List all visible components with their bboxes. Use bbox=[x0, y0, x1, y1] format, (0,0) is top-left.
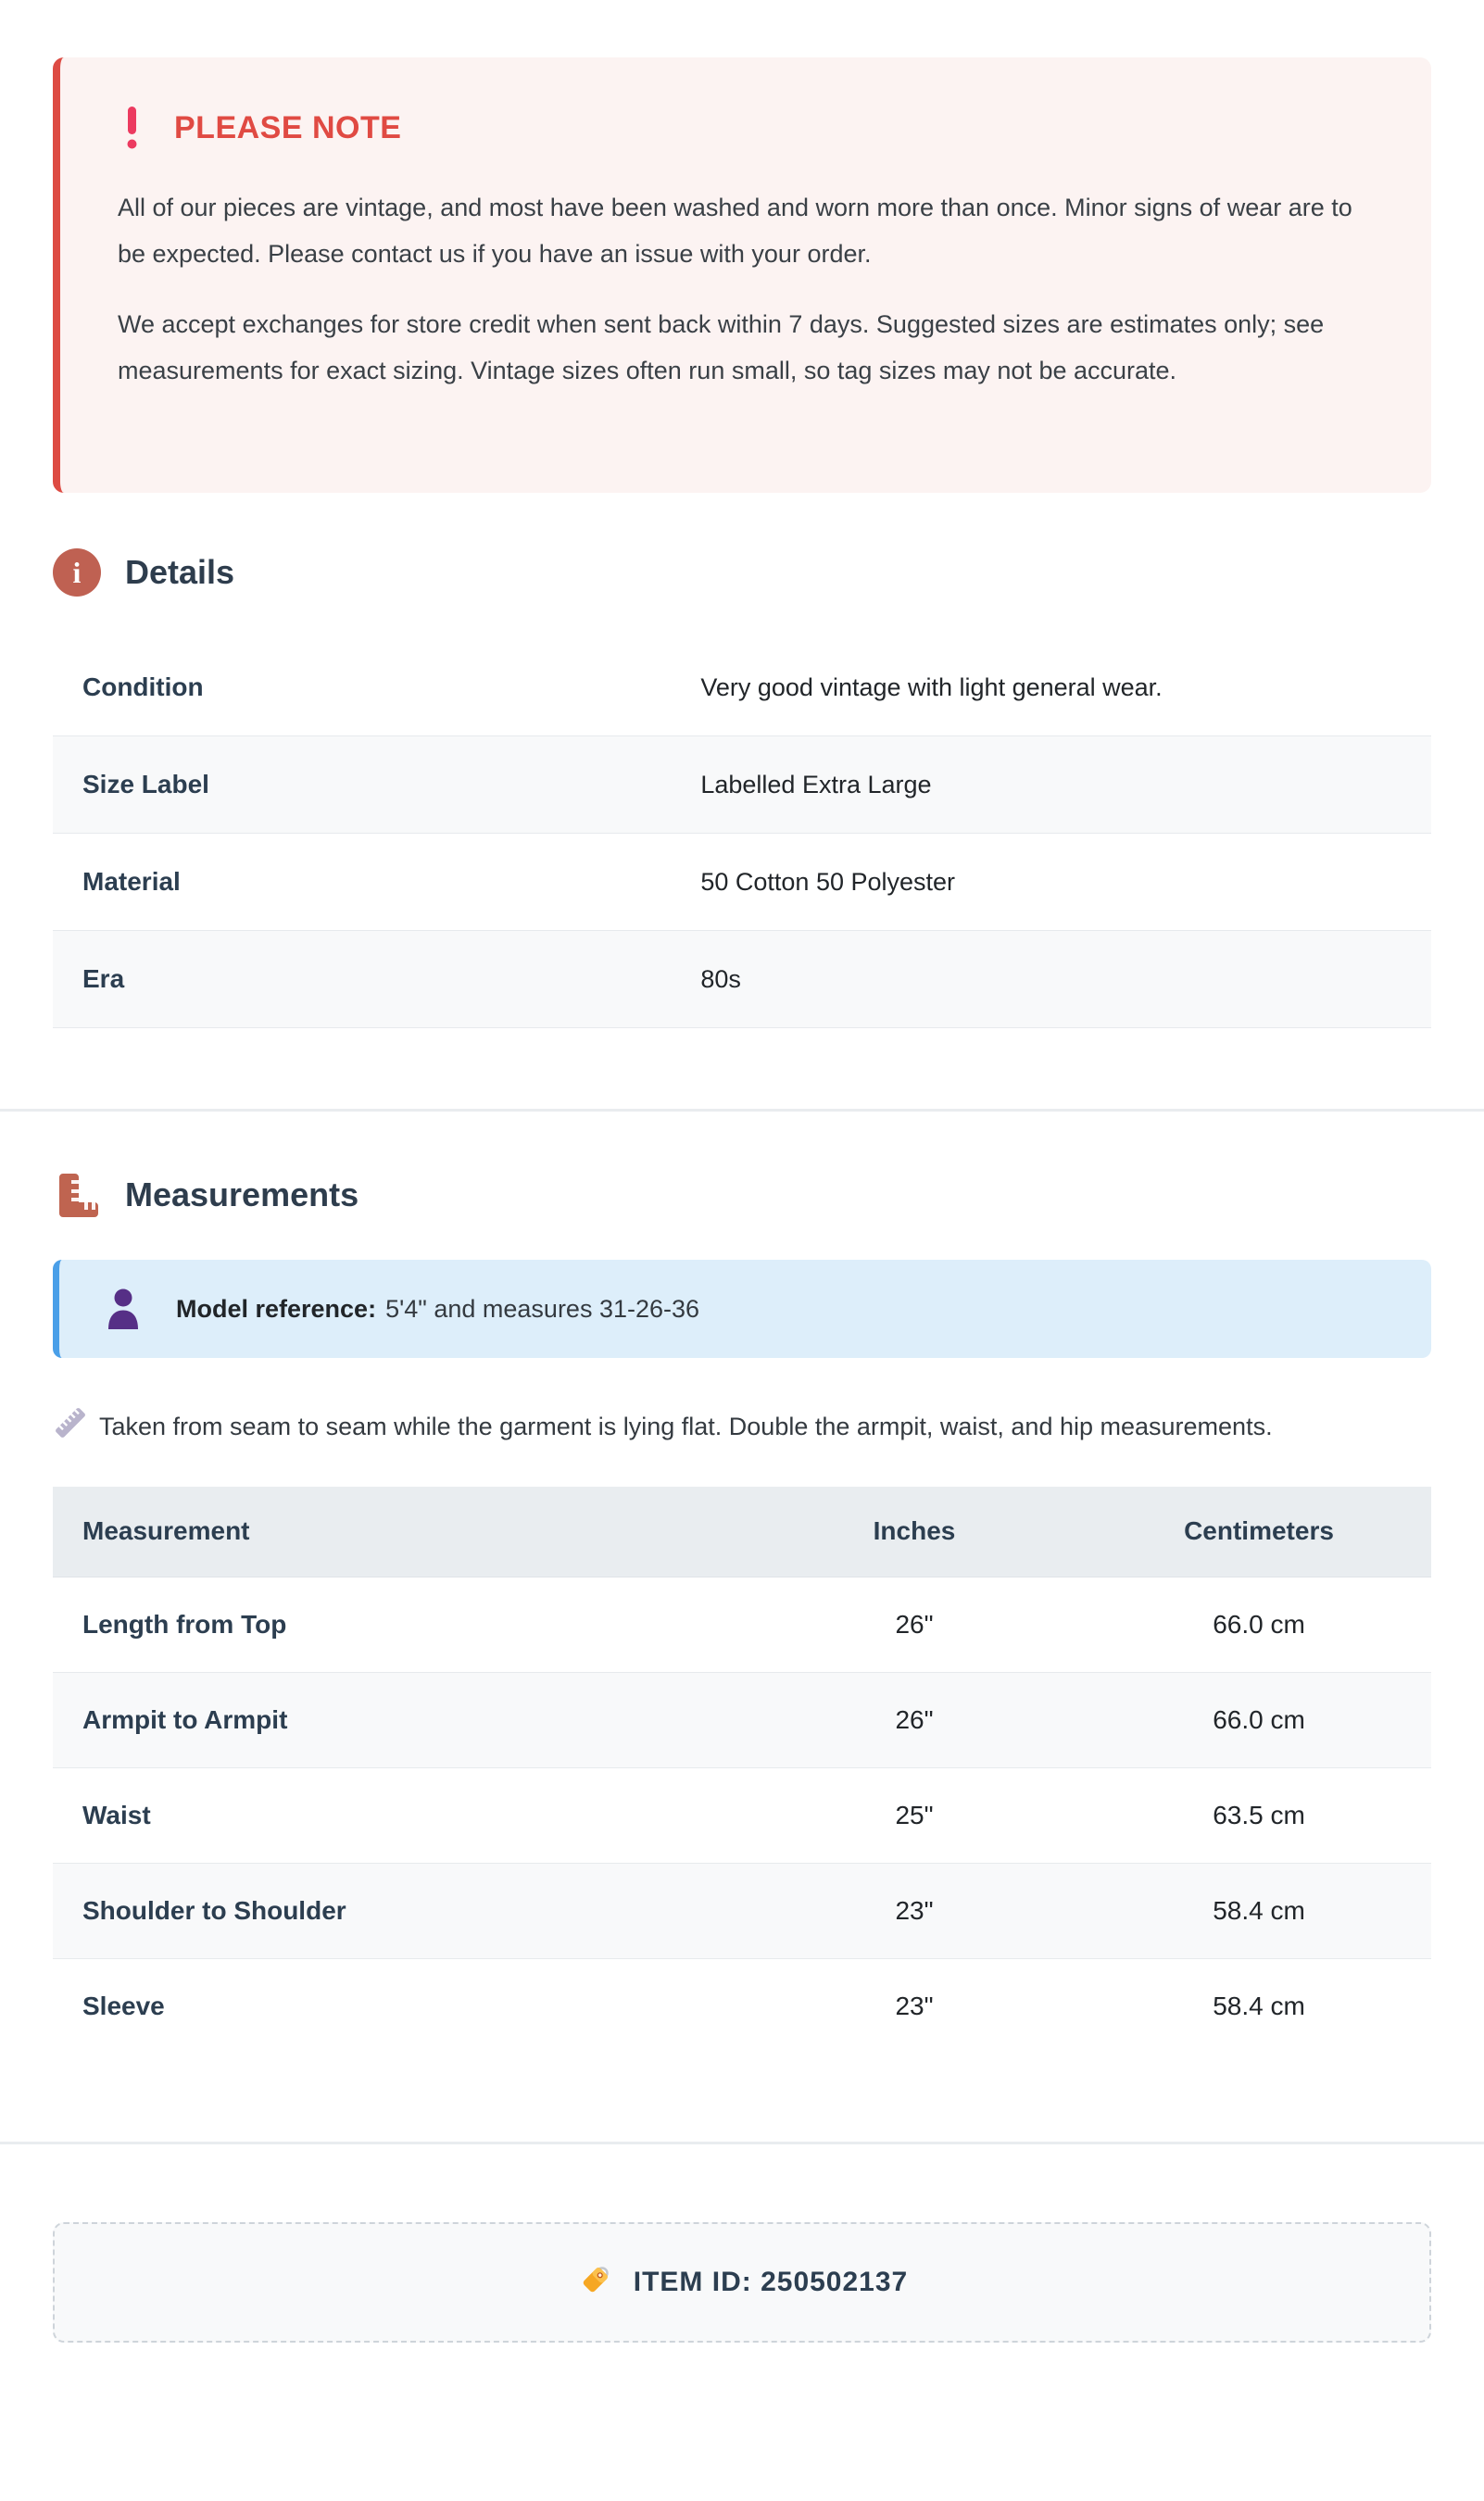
details-table bbox=[53, 639, 1431, 1028]
detail-value: Very good vintage with light general wear. bbox=[700, 672, 1163, 701]
measurement-name: Waist bbox=[82, 1800, 151, 1829]
details-section bbox=[53, 493, 1431, 1028]
measurements-table bbox=[53, 1487, 1431, 2055]
table-row-armpit-to-armpit bbox=[53, 1673, 1431, 1768]
measurement-cm: 63.5 cm bbox=[1213, 1800, 1305, 1829]
measurements-heading bbox=[53, 1169, 1431, 1221]
measurement-inches: 26" bbox=[895, 1609, 934, 1639]
please-note-alert bbox=[53, 57, 1431, 493]
detail-value: 80s bbox=[700, 964, 741, 993]
alert-paragraph: We accept exchanges for store credit when sent back within 7 days. Suggested sizes are estimates only; see measurements for exact sizing. Vintage sizes often run small, so tag sizes may not be accurate. bbox=[118, 309, 1325, 384]
detail-row-era bbox=[53, 931, 1431, 1028]
measurement-name: Length from Top bbox=[82, 1609, 287, 1639]
measurements-section bbox=[53, 1112, 1431, 2055]
item-id-text: ITEM ID: 250502137 bbox=[633, 2266, 909, 2297]
item-id-box bbox=[53, 2222, 1431, 2343]
ruler-square-icon bbox=[53, 1171, 101, 1219]
model-reference-label: Model reference: bbox=[176, 1294, 377, 1323]
table-row-length-from-top bbox=[53, 1577, 1431, 1673]
column-header-measurement: Measurement bbox=[82, 1516, 250, 1546]
detail-label: Size Label bbox=[82, 770, 209, 798]
alert-title: PLEASE NOTE bbox=[174, 109, 402, 145]
info-icon: i bbox=[53, 548, 101, 597]
measurements-table-header bbox=[53, 1487, 1431, 1577]
measurement-inches: 23" bbox=[895, 1895, 934, 1925]
measurement-name: Sleeve bbox=[82, 1992, 165, 2021]
column-header-inches: Inches bbox=[873, 1516, 956, 1546]
section-divider bbox=[0, 2142, 1484, 2144]
alert-title-row bbox=[118, 100, 1374, 156]
measurement-cm: 66.0 cm bbox=[1213, 1609, 1305, 1639]
model-reference-text bbox=[176, 1295, 699, 1324]
detail-row-size-label bbox=[53, 736, 1431, 834]
detail-label: Material bbox=[82, 867, 181, 896]
measurement-name: Armpit to Armpit bbox=[82, 1704, 288, 1734]
detail-value: Labelled Extra Large bbox=[700, 770, 932, 798]
exclamation-icon bbox=[118, 106, 146, 150]
measurement-inches: 25" bbox=[895, 1800, 934, 1829]
person-icon bbox=[104, 1287, 143, 1331]
details-heading bbox=[53, 547, 1431, 598]
ruler-diagonal-icon bbox=[53, 1405, 88, 1440]
measurement-cm: 66.0 cm bbox=[1213, 1704, 1305, 1734]
detail-row-condition bbox=[53, 639, 1431, 736]
measurement-inches: 26" bbox=[895, 1704, 934, 1734]
model-reference-box bbox=[53, 1260, 1431, 1358]
measurement-method-note bbox=[53, 1404, 1350, 1450]
alert-paragraph: All of our pieces are vintage, and most have been washed and worn more than once. Minor signs of wear are to be expected. Please contact us if you have an issue with your order. bbox=[118, 194, 1352, 268]
method-note-text: Taken from seam to seam while the garment is lying flat. Double the armpit, waist, and hip measurements. bbox=[99, 1413, 1273, 1440]
tag-icon bbox=[576, 2264, 613, 2301]
detail-label: Condition bbox=[82, 672, 204, 701]
measurement-inches: 23" bbox=[895, 1992, 934, 2021]
detail-value: 50 Cotton 50 Polyester bbox=[700, 867, 956, 896]
detail-row-material bbox=[53, 834, 1431, 931]
table-row-shoulder-to-shoulder bbox=[53, 1864, 1431, 1959]
detail-label: Era bbox=[82, 964, 125, 993]
details-heading-text: Details bbox=[125, 553, 235, 591]
measurement-cm: 58.4 cm bbox=[1213, 1992, 1305, 2021]
model-reference-value: 5'4" and measures 31-26-36 bbox=[385, 1294, 700, 1323]
table-row-sleeve bbox=[53, 1959, 1431, 2055]
measurement-name: Shoulder to Shoulder bbox=[82, 1895, 346, 1925]
measurements-heading-text: Measurements bbox=[125, 1175, 359, 1213]
table-row-waist bbox=[53, 1768, 1431, 1864]
measurement-cm: 58.4 cm bbox=[1213, 1895, 1305, 1925]
column-header-centimeters: Centimeters bbox=[1184, 1516, 1334, 1546]
